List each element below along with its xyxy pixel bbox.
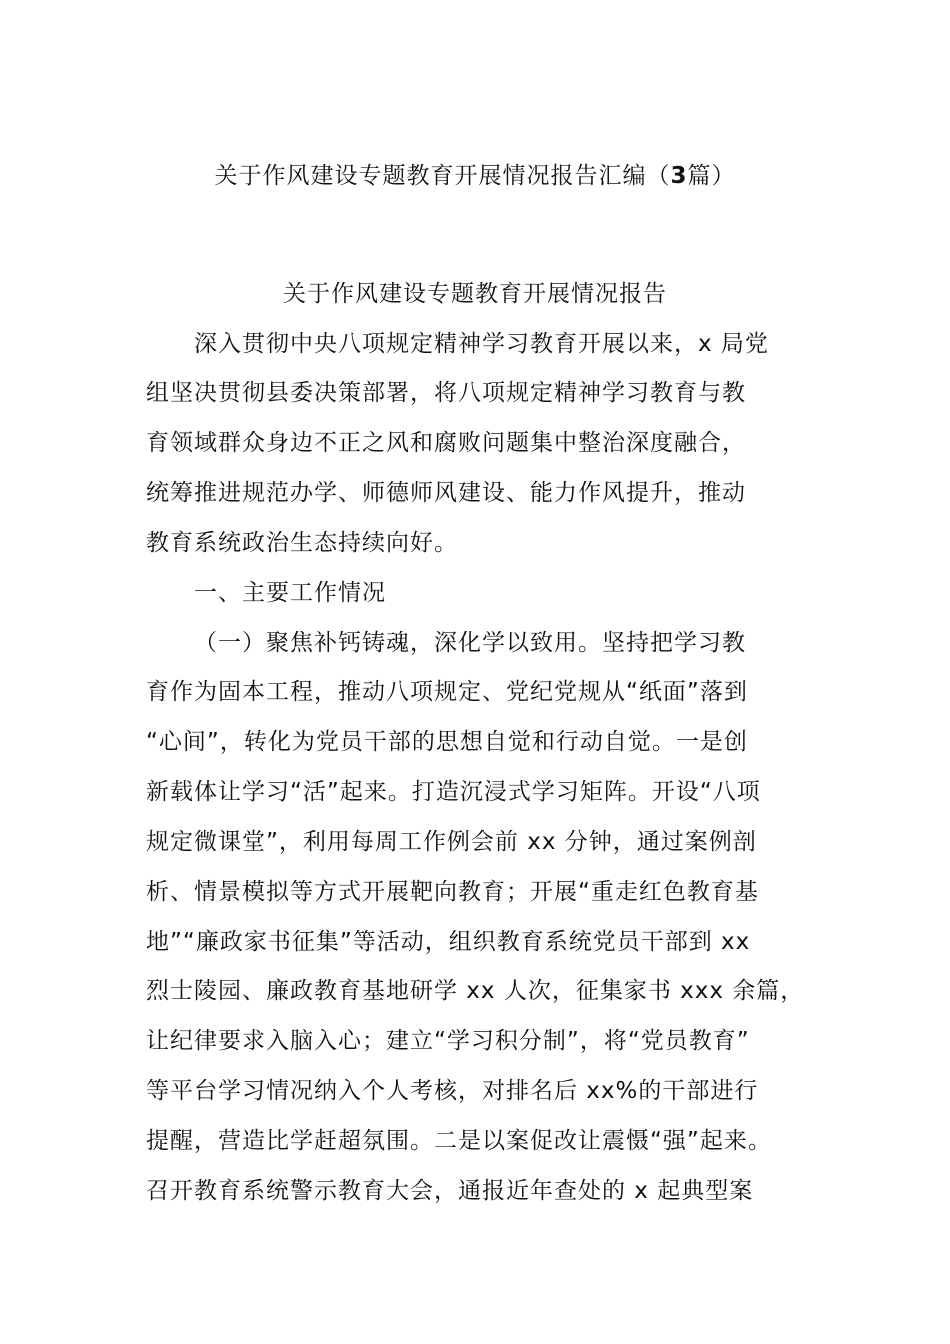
paragraph-line: 统筹推进规范办学、师德师风建设、能力作风提升，推动 [146,480,746,506]
paragraph-line: 规定微课堂”，利用每周工作例会前 xx 分钟，通过案例剖 [146,829,757,855]
document-title [0,158,950,194]
paragraph-line: 等平台学习情况纳入个人考核，对排名后 xx%的干部进行 [146,1078,759,1104]
paragraph-line: “心间”，转化为党员干部的思想自觉和行动自觉。一是创 [146,729,748,755]
paragraph-line: 提醒，营造比学赶超氛围。二是以案促改让震慑“强”起来。 [146,1128,772,1154]
section-heading: 一、主要工作情况 [194,580,386,606]
paragraph-line: 组坚决贯彻县委决策部署，将八项规定精神学习教育与教 [146,380,746,406]
paragraph-line: 教育系统政治生态持续向好。 [146,530,458,556]
title-prefix: 关于作风建设专题教育开展情况报告汇编（ [214,163,671,189]
paragraph-line: 新载体让学习“活”起来。打造沉浸式学习矩阵。开设“八项 [146,779,761,805]
paragraph-line: 召开教育系统警示教育大会，通报近年查处的 x 起典型案 [146,1178,754,1204]
title-suffix: 篇） [687,163,736,189]
report-subtitle: 关于作风建设专题教育开展情况报告 [283,281,667,307]
paragraph-line: 育作为固本工程，推动八项规定、党纪党规从“纸面”落到 [146,679,748,705]
title-count: 3 [670,163,688,189]
paragraph-line: 烈士陵园、廉政教育基地研学 xx 人次，征集家书 xxx 余篇， [146,978,805,1004]
paragraph-line: （一）聚焦补钙铸魂，深化学以致用。坚持把学习教 [194,630,746,656]
paragraph-line: 深入贯彻中央八项规定精神学习教育开展以来，x 局党 [194,331,769,357]
paragraph-line: 地”“廉政家书征集”等活动，组织教育系统党员干部到 xx [146,929,751,955]
paragraph-line: 育领域群众身边不正之风和腐败问题集中整治深度融合， [146,430,746,456]
paragraph-line: 析、情景模拟等方式开展靶向教育；开展“重走红色教育基 [146,879,759,905]
paragraph-line: 让纪律要求入脑入心；建立“学习积分制”，将“党员教育” [146,1028,750,1054]
